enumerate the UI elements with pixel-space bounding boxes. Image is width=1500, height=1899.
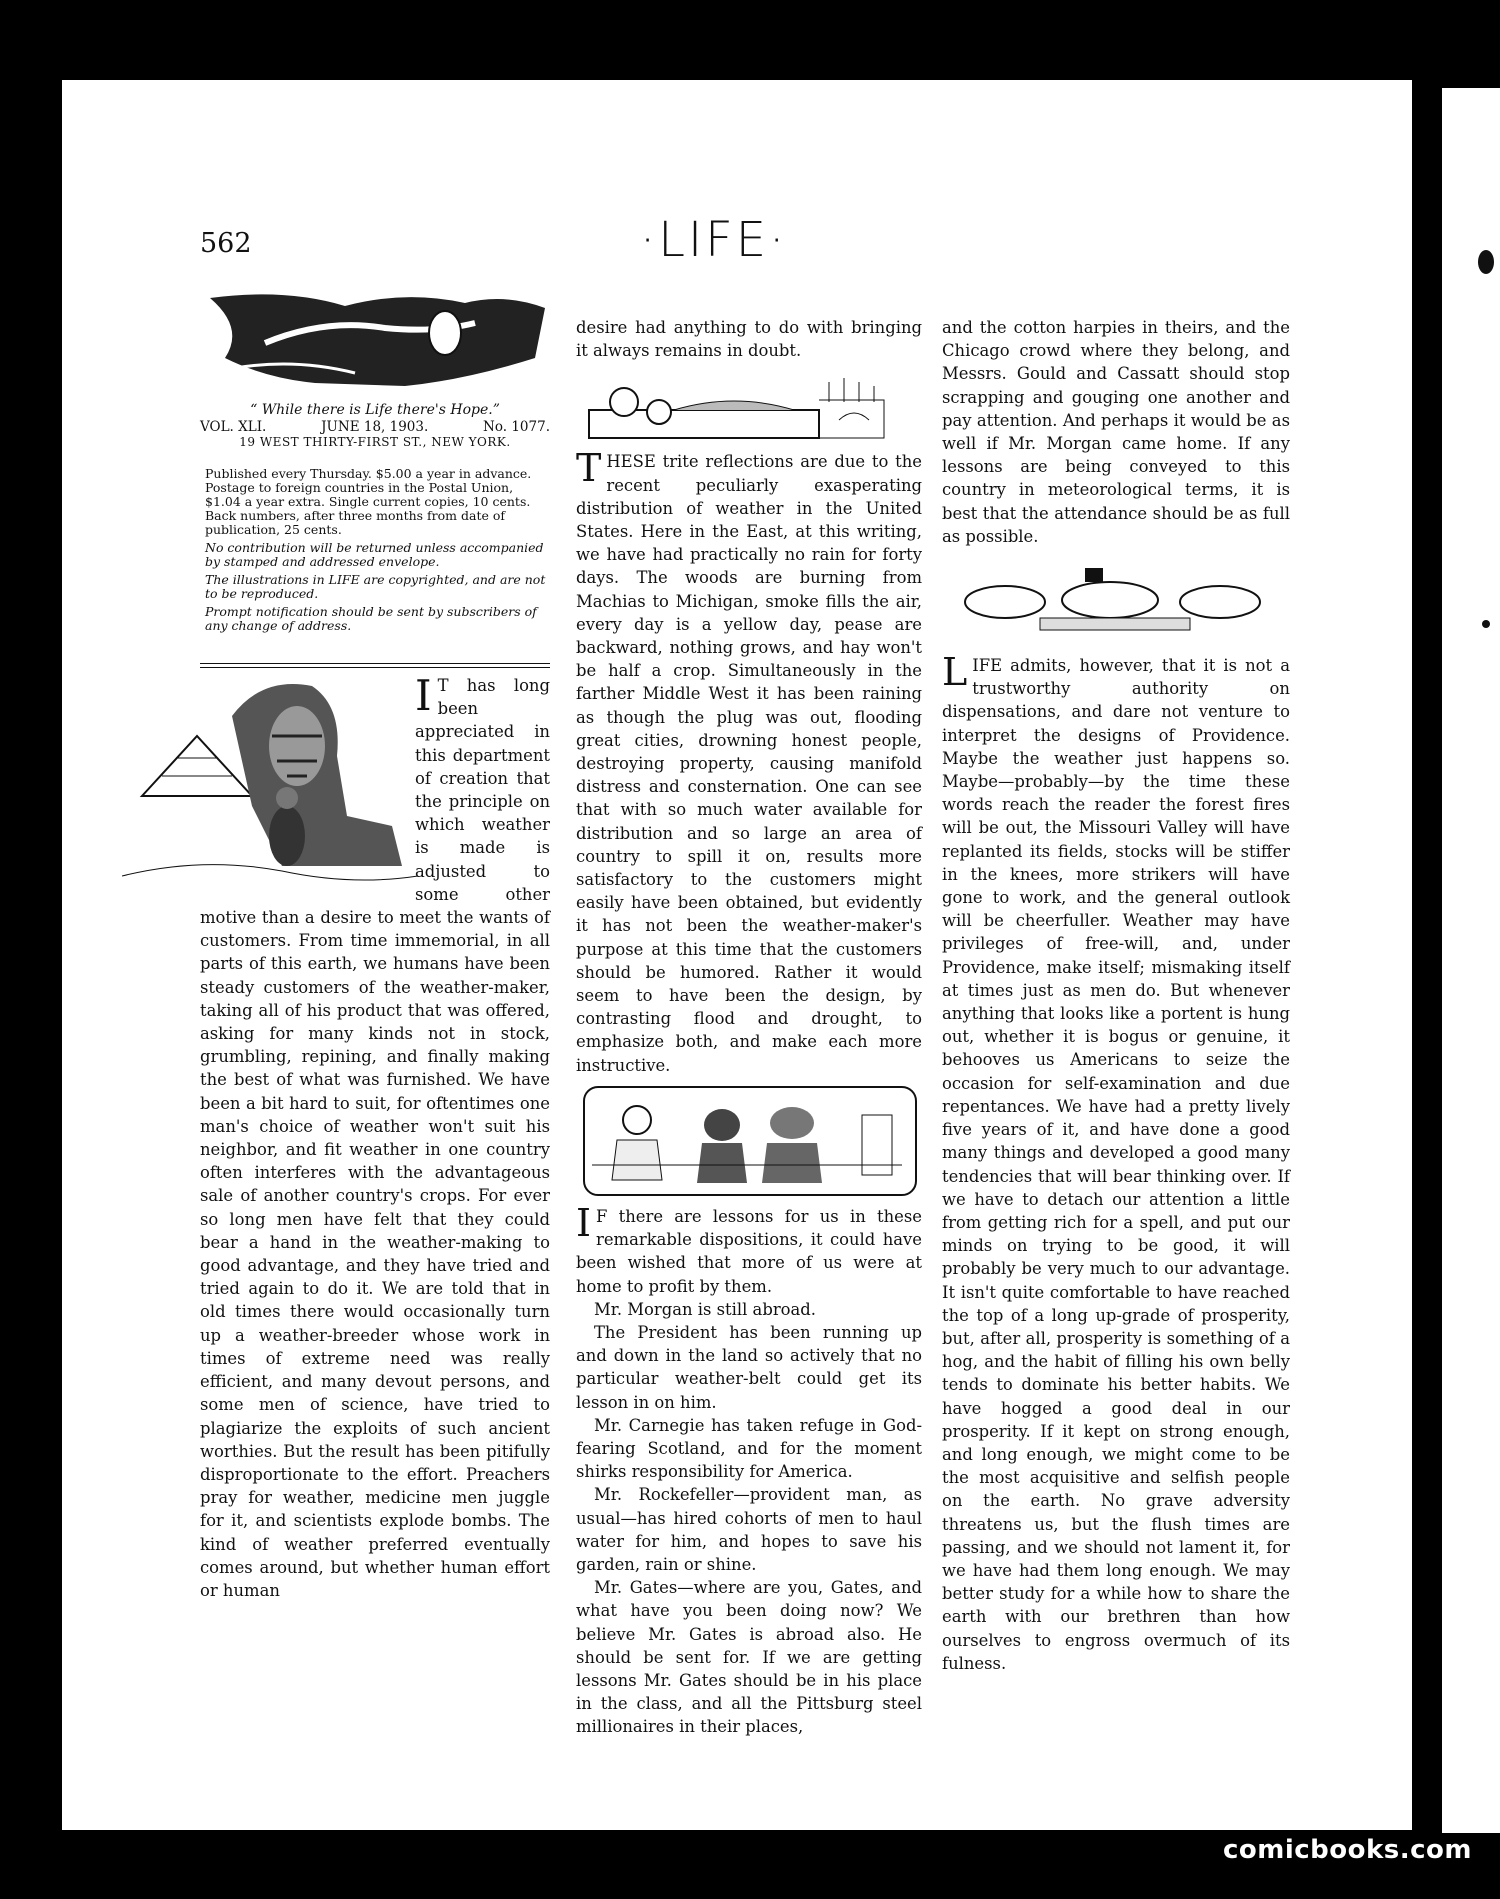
paragraph: desire had anything to do with bringing it always remains in doubt. — [576, 318, 922, 361]
drop-cap: T — [576, 446, 602, 491]
punch-hole — [1482, 620, 1490, 628]
issue-date: JUNE 18, 1903. — [321, 419, 429, 435]
address-change-notice: Prompt notification should be sent by subscribers of any change of address. — [205, 604, 537, 633]
paragraph: I F there are lessons for us in these remarkable dispositions, it could have been wished that more of us were at home to profit by them. — [576, 1200, 922, 1296]
column-3 — [942, 316, 1290, 1675]
drop-cap: L — [942, 650, 968, 695]
paragraph: and the cotton harpies in theirs, and the Chicago crowd where they belong, and Messrs. Gould and Cassatt should stop scrapping and gouging one another and pay attention. And perhaps it would be as well if Mr. Morgan came home. If any lessons are being conveyed to this country in meteorological terms, it is best that the attendance should be as full as possible. — [942, 318, 1290, 546]
motto: “ While there is Life there's Hope.” — [250, 402, 500, 418]
pigs-illustration — [950, 562, 1280, 642]
paragraph: LIFE admits, however, that it is not a trustworthy authority on dispensations, and dare not venture to interpret the designs of Providence. Maybe the weather just happens so. Maybe—probably—by the time these words reach the reader the forest fires will be out, the Missouri Valley will have replanted its fields, stocks will be stiffer in the knees, more strikers will have gone to work, and the general outlook will be cheerfuller. Weather may have privileges of free-will, and, under Providence, make itself; mismaking itself at times just as men do. But whenever anything that looks like a portent is hung out, whether it is bogus or genuine, it behooves us Americans to seize the occasion for self-examination and due repentances. We have had a pretty lively five years of it, and have done a good many things and developed a good many tendencies that will bear thinking over. If we have to detach our attention a little from getting rich for a spell, and put our minds on trying to be good, it will probably be very much to our advantage. It isn't quite comfortable to have reached the top of a long up-grade of prosperity, but, after all, prosperity is something of a hog, and the habit of filling his own belly tends to dominate his better habits. We have hogged a good deal in our prosperity. If it kept on strong enough, and long enough, we might come to be the most acquisitive and selfish people on the earth. No grave adversity threatens us, but the flush times are passing, and we should not lament it, for we have had them long enough. We may better study for a while how to share the earth with our brethren than how ourselves to engross overmuch of its fulness. — [942, 650, 1290, 1673]
copyright-notice: The illustrations in LIFE are copyrighted, and are not to be reproduced. — [205, 572, 546, 601]
masthead-title: ·LIFE· — [640, 212, 788, 268]
adjacent-page-edge — [1442, 88, 1500, 1833]
page-number: 562 — [200, 228, 252, 259]
weather-men-illustration — [582, 1085, 918, 1197]
divider — [200, 663, 550, 664]
volume: VOL. XLI. — [200, 419, 267, 435]
publishing-notices — [205, 467, 547, 637]
paragraph: Mr. Carnegie has taken refuge in God-fearing Scotland, and for the moment shirks responsibility for America. — [576, 1415, 922, 1482]
paragraph: Mr. Gates—where are you, Gates, and what have you been doing now? We believe Mr. Gates is abroad also. He should be sent for. If we are getting lessons Mr. Gates should be in his place in the class, and all the Pittsburg steel millionaires in their places, — [576, 1578, 922, 1737]
column-2 — [576, 316, 922, 1739]
paragraph: The President has been running up and down in the land so actively that no particular weather-belt could get its lesson in on him. — [576, 1322, 922, 1412]
divider — [200, 667, 550, 668]
watermark: comicbooks.com — [1222, 1835, 1472, 1865]
paragraph: Mr. Morgan is still abroad. — [594, 1299, 816, 1319]
drop-cap: I — [415, 671, 432, 720]
subscription-terms: Published every Thursday. $5.00 a year in advance. Postage to foreign countries in the Postal Union, $1.04 a year extra. Single current copies, 10 cents. Back numbers, after three months from date of publication, 25 cents. — [205, 466, 532, 537]
sleeping-man-illustration — [584, 370, 914, 442]
text-wrap-space — [200, 674, 415, 902]
issue-number: No. 1077. — [483, 419, 550, 435]
paragraph: Mr. Rockefeller—provident man, as usual—has hired cohorts of men to haul water for him, and hopes to save his garden, rain or shine. — [576, 1485, 922, 1574]
drop-cap: I — [576, 1200, 592, 1245]
masthead-illustration — [205, 288, 550, 396]
paragraph: THESE trite reflections are due to the recent peculiarly exasperating distribution of weather in the United States. Here in the East, at this writing, we have had practically no rain for forty days. The woods are burning from Machias to Michigan, smoke fills the air, every day is a yellow day, pease are backward, nothing grows, and hay won't be half a crop. Simultaneously in the farther Middle West it has been raining as though the plug was out, flooding great cities, drowning honest people, destroying property, causing manifold distress and consternation. One can see that with so much water available for distribution and so large an area of country to spill it on, results more satisfactory to the customers might easily have been obtained, but evidently it has not been the weather-maker's purpose at this time that the customers should be humored. Rather it would seem to have been the design, by contrasting flood and drought, to emphasize both, and make each more instructive. — [576, 446, 922, 1075]
contribution-notice: No contribution will be returned unless accompanied by stamped and addressed envelope. — [205, 540, 544, 569]
column-1 — [200, 671, 550, 1602]
paragraph: I T has long been appreciated in this department of creation that the principle on which weather is made is adjusted to some other motive than a desire to meet the wants of customers. From time immemorial, in all parts of this earth, we humans have been steady customers of the weather-maker, taking all of his product that was offered, asking for many kinds not in stock, grumbling, repining, and finally making the best of what was furnished. We have been a bit hard to suit, for oftentimes one man's choice of weather won't suit his neighbor, and fit weather in one country often interferes with the advantageous sale of another country's crops. For ever so long men have felt that they could bear a hand in the weather-making to good advantage, and they have tried and tried again to do it. We are told that in old times there would occasionally turn up a weather-breeder whose work in times of extreme need was really efficient, and many devout persons, and some men of science, have tried to plagiarize the exploits of such ancient worthies. But the result has been pitifully disproportionate to the effort. Preachers pray for weather, medicine men juggle for it, and scientists explode bombs. The kind of weather preferred eventually comes around, but whether human effort or human — [200, 671, 550, 1600]
punch-hole — [1478, 250, 1494, 274]
masthead-info — [200, 402, 550, 449]
address: 19 WEST THIRTY-FIRST ST., NEW YORK. — [239, 435, 511, 449]
